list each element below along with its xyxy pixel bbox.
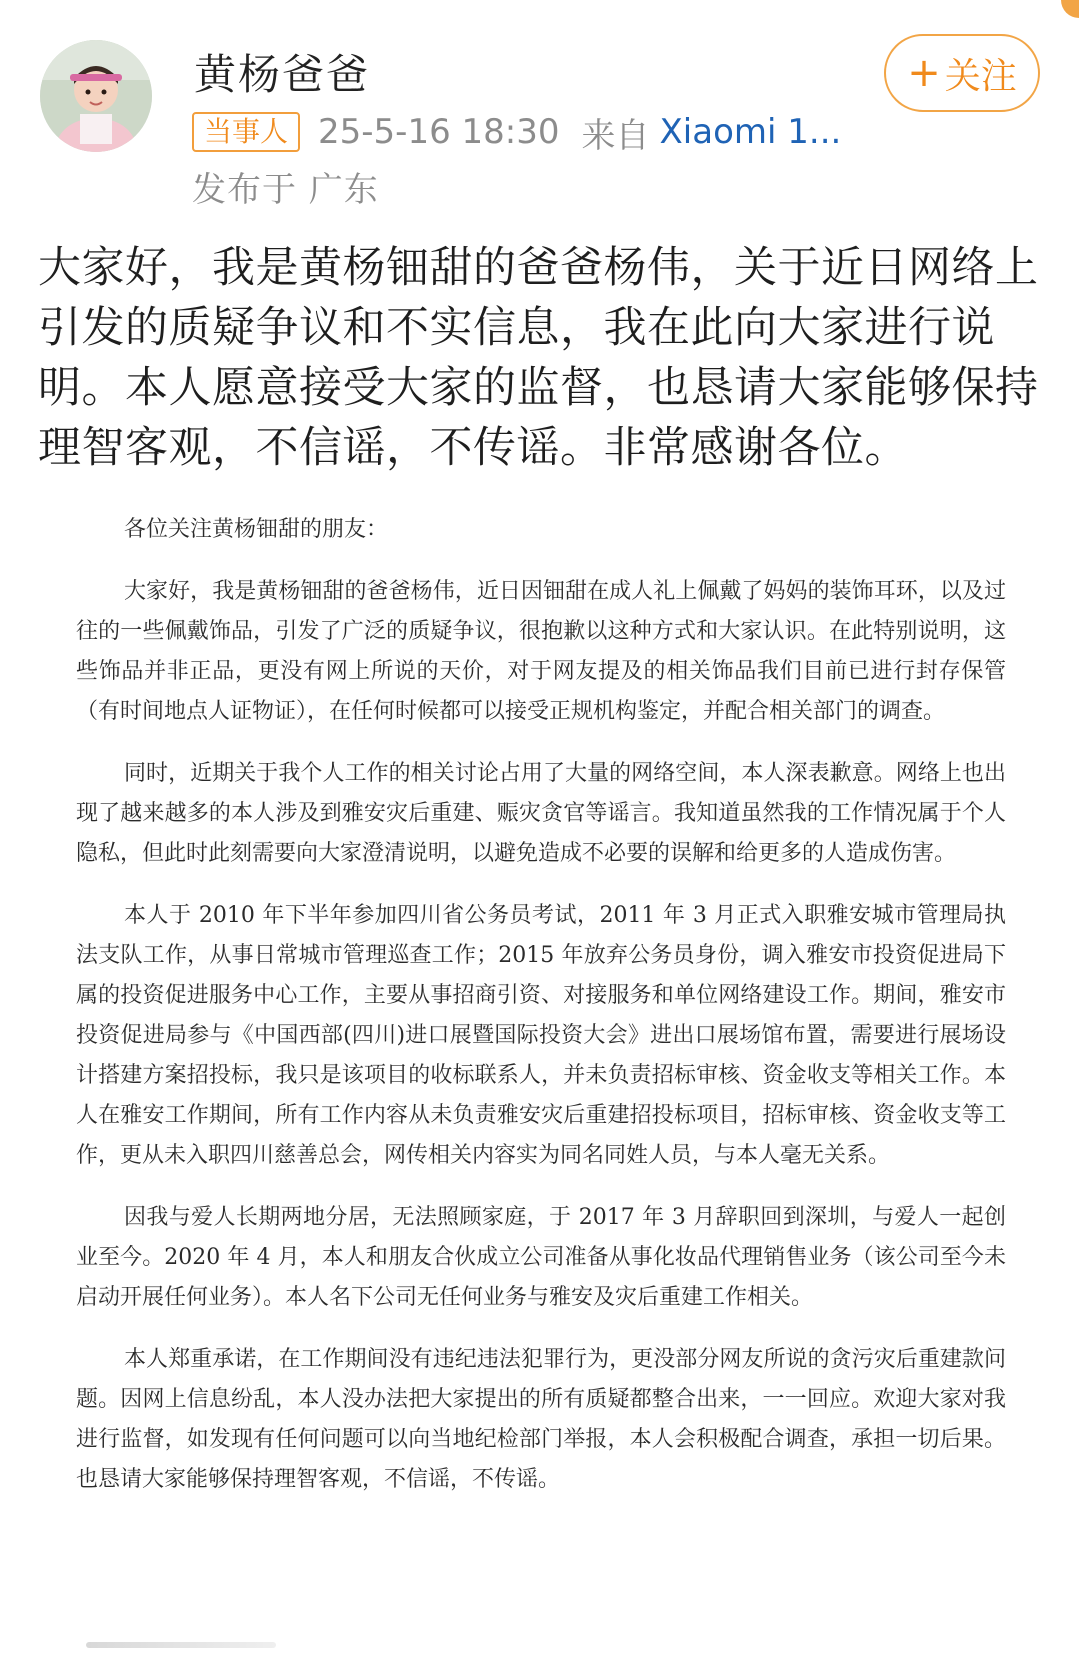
- follow-button[interactable]: [884, 34, 1040, 112]
- corner-accent: [1061, 0, 1079, 18]
- avatar-image: [40, 40, 152, 152]
- post-time: 25-5-16 18:30: [318, 112, 560, 152]
- letter-greeting: 各位关注黄杨钿甜的朋友：: [124, 517, 389, 542]
- post-meta: [192, 110, 841, 154]
- device-link[interactable]: Xiaomi 1...: [659, 112, 842, 152]
- post-location: 发布于 广东: [192, 170, 379, 210]
- avatar[interactable]: [40, 40, 152, 152]
- plus-icon: +: [907, 50, 941, 96]
- letter-content: [76, 510, 1006, 1522]
- letter-image[interactable]: [0, 490, 1079, 1675]
- letter-paragraph: 本人郑重承诺，在工作期间没有违纪违法犯罪行为，更没部分网友所说的贪污灾后重建款问题。因网上信息纷乱，本人没办法把大家提出的所有质疑都整合出来，一一回应。欢迎大家对我进行监督，如发现有任何问题可以向当地纪检部门举报，本人会积极配合调查，承担一切后果。也恳请大家能够保持理智客观，不信谣，不传谣。: [76, 1347, 1006, 1492]
- author-name[interactable]: 黄杨爸爸: [194, 50, 371, 99]
- post-header: [0, 0, 1079, 215]
- post-text: 大家好，我是黄杨钿甜的爸爸杨伟，关于近日网络上引发的质疑争议和不实信息，我在此向大家进行说明。本人愿意接受大家的监督，也恳请大家能够保持理智客观，不信谣，不传谣。非常感谢各位。: [38, 243, 1039, 473]
- letter-paragraph: 本人于 2010 年下半年参加四川省公务员考试，2011 年 3 月正式入职雅安城市管理局执法支队工作，从事日常城市管理巡查工作；2015 年放弃公务员身份，调入雅安市投资促进局下属的投资促进服务中心工作，主要从事招商引资、对接服务和单位网络建设工作。期间，雅安市投资促进局参与《中国西部(四川)进口展暨国际投资大会》进出口展场馆布置，需要进行展场设计搭建方案招投标，我只是该项目的收标联系人，并未负责招标审核、资金收支等相关工作。本人在雅安工作期间，所有工作内容从未负责雅安灾后重建招投标项目，招标审核、资金收支等工作，更从未入职四川慈善总会，网传相关内容实为同名同姓人员，与本人毫无关系。: [76, 903, 1006, 1168]
- letter-paragraph: 大家好，我是黄杨钿甜的爸爸杨伟，近日因钿甜在成人礼上佩戴了妈妈的装饰耳环，以及过往的一些佩戴饰品，引发了广泛的质疑争议，很抱歉以这种方式和大家认识。在此特别说明，这些饰品并非正品，更没有网上所说的天价，对于网友提及的相关饰品我们目前已进行封存保管（有时间地点人证物证），在任何时候都可以接受正规机构鉴定，并配合相关部门的调查。: [76, 579, 1006, 724]
- follow-label: 关注: [944, 55, 1017, 97]
- letter-paragraph: 因我与爱人长期两地分居，无法照顾家庭，于 2017 年 3 月辞职回到深圳，与爱人一起创业至今。2020 年 4 月，本人和朋友合伙成立公司准备从事化妆品代理销售业务（该公司至今未启动开展任何业务）。本人名下公司无任何业务与雅安及灾后重建工作相关。: [76, 1205, 1006, 1310]
- source-label: 来自: [581, 115, 650, 156]
- status-badge: 当事人: [192, 112, 300, 152]
- letter-paragraph: 同时，近期关于我个人工作的相关讨论占用了大量的网络空间，本人深表歉意。网络上也出现了越来越多的本人涉及到雅安灾后重建、赈灾贪官等谣言。我知道虽然我的工作情况属于个人隐私，但此时此刻需要向大家澄清说明，以避免造成不必要的误解和给更多的人造成伤害。: [76, 761, 1006, 866]
- image-scroll-indicator: [86, 1642, 276, 1648]
